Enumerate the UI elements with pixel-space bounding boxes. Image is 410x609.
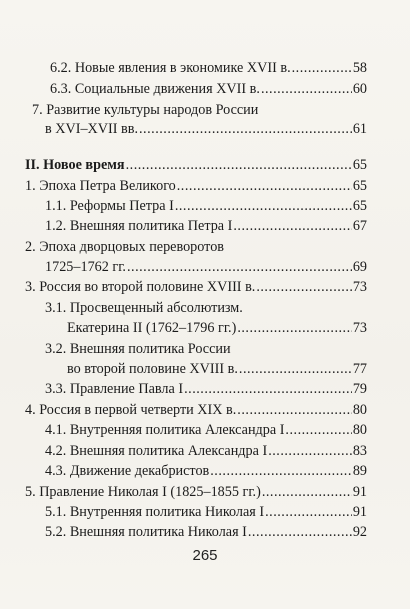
toc-entry (45, 259, 367, 276)
toc-entry-page: 92 (352, 524, 367, 540)
leader-dots (237, 320, 351, 337)
leader-dots (210, 463, 352, 480)
toc-entry (45, 218, 367, 235)
toc-entry (45, 504, 367, 521)
toc-entry-title: 2. Эпоха дворцовых переворотов (25, 239, 224, 255)
leader-dots (285, 422, 351, 439)
leader-dots (265, 504, 352, 521)
toc-entry-title: 6.2. Новые явления в экономике XVII в. (50, 60, 291, 76)
toc-entry-title: 4.2. Внешняя политика Александра I (45, 443, 268, 459)
toc-entry-title: 3.2. Внешняя политика России (45, 341, 231, 357)
toc-entry-title: 3.1. Просвещенный абсолютизм. (45, 300, 243, 316)
leader-dots (127, 259, 352, 276)
toc-entry-page: 83 (352, 443, 367, 459)
leader-dots (248, 524, 352, 541)
toc-entry-page: 69 (352, 259, 367, 275)
toc-entry (45, 198, 367, 215)
leader-dots (268, 443, 352, 460)
toc-entry-title: 6.3. Социальные движения XVII в. (50, 81, 260, 97)
toc-entry (25, 402, 367, 419)
leader-dots (139, 121, 352, 138)
leader-dots (262, 484, 352, 501)
toc-entry-title: II. Новое время (25, 157, 125, 173)
toc-entry (25, 178, 367, 195)
toc-entry-title: 1.1. Реформы Петра I (45, 198, 174, 214)
toc-entry-page: 91 (352, 484, 367, 500)
leader-dots (256, 279, 352, 296)
toc-entry-page: 91 (352, 504, 367, 520)
toc-entry (45, 381, 367, 398)
leader-dots (239, 361, 352, 378)
toc-entry-title: 1. Эпоха Петра Великого (25, 178, 176, 194)
toc-entry (45, 524, 367, 541)
leader-dots (261, 81, 352, 98)
toc-entry-page: 89 (352, 463, 367, 479)
toc-entry-title: в XVI–XVII вв. (45, 121, 138, 137)
toc-entry (45, 463, 367, 480)
toc-entry-page: 65 (352, 157, 367, 173)
toc-entry-page: 61 (352, 121, 367, 137)
toc-entry (45, 121, 367, 138)
toc-entry-title: 3. Россия во второй половине XVIII в. (25, 279, 256, 295)
toc-entry-title: Екатерина II (1762–1796 гг.) (67, 320, 237, 336)
toc-section-heading (25, 157, 367, 174)
leader-dots (237, 402, 352, 419)
toc-entry-page: 73 (352, 320, 367, 336)
toc-entry-page: 80 (352, 402, 367, 418)
leader-dots (175, 198, 352, 215)
leader-dots (292, 60, 352, 77)
leader-dots (184, 381, 352, 398)
toc-entry-page: 58 (352, 60, 367, 76)
leader-dots (177, 178, 352, 195)
toc-entry-title: 7. Развитие культуры народов России (32, 102, 259, 118)
toc-entry-title: 5.1. Внутренняя политика Николая I (45, 504, 265, 520)
toc-entry (45, 443, 367, 460)
toc-entry-title: во второй половине XVIII в. (67, 361, 238, 377)
toc-entry-page: 60 (352, 81, 367, 97)
toc-entry (45, 422, 367, 439)
toc-entry (67, 361, 367, 378)
toc-entry-page: 73 (352, 279, 367, 295)
toc-entry (50, 60, 367, 77)
toc-entry (67, 320, 367, 337)
toc-entry-title: 1.2. Внешняя политика Петра I (45, 218, 233, 234)
toc-entry-title: 5.2. Внешняя политика Николая I (45, 524, 247, 540)
toc-entry-page: 65 (352, 178, 367, 194)
toc-entry-title: 4.1. Внутренняя политика Александра I (45, 422, 285, 438)
leader-dots (233, 218, 351, 235)
toc-entry (50, 81, 367, 98)
toc-entry-page: 77 (352, 361, 367, 377)
toc-entry-title: 3.3. Правление Павла I (45, 381, 184, 397)
toc-entry-title: 5. Правление Николая I (1825–1855 гг.) (25, 484, 261, 500)
toc-entry-page: 79 (352, 381, 367, 397)
toc-entry (25, 279, 367, 296)
toc-entry-title: 4. Россия в первой четверти XIX в. (25, 402, 237, 418)
toc-entry-page: 65 (352, 198, 367, 214)
toc-entry-title: 4.3. Движение декабристов (45, 463, 210, 479)
toc-entry (25, 484, 367, 501)
toc-entry-page: 67 (352, 218, 367, 234)
toc-entry-page: 80 (352, 422, 367, 438)
page-number: 265 (192, 547, 218, 564)
toc-entry-title: 1725–1762 гг. (45, 259, 126, 275)
leader-dots (126, 157, 352, 174)
